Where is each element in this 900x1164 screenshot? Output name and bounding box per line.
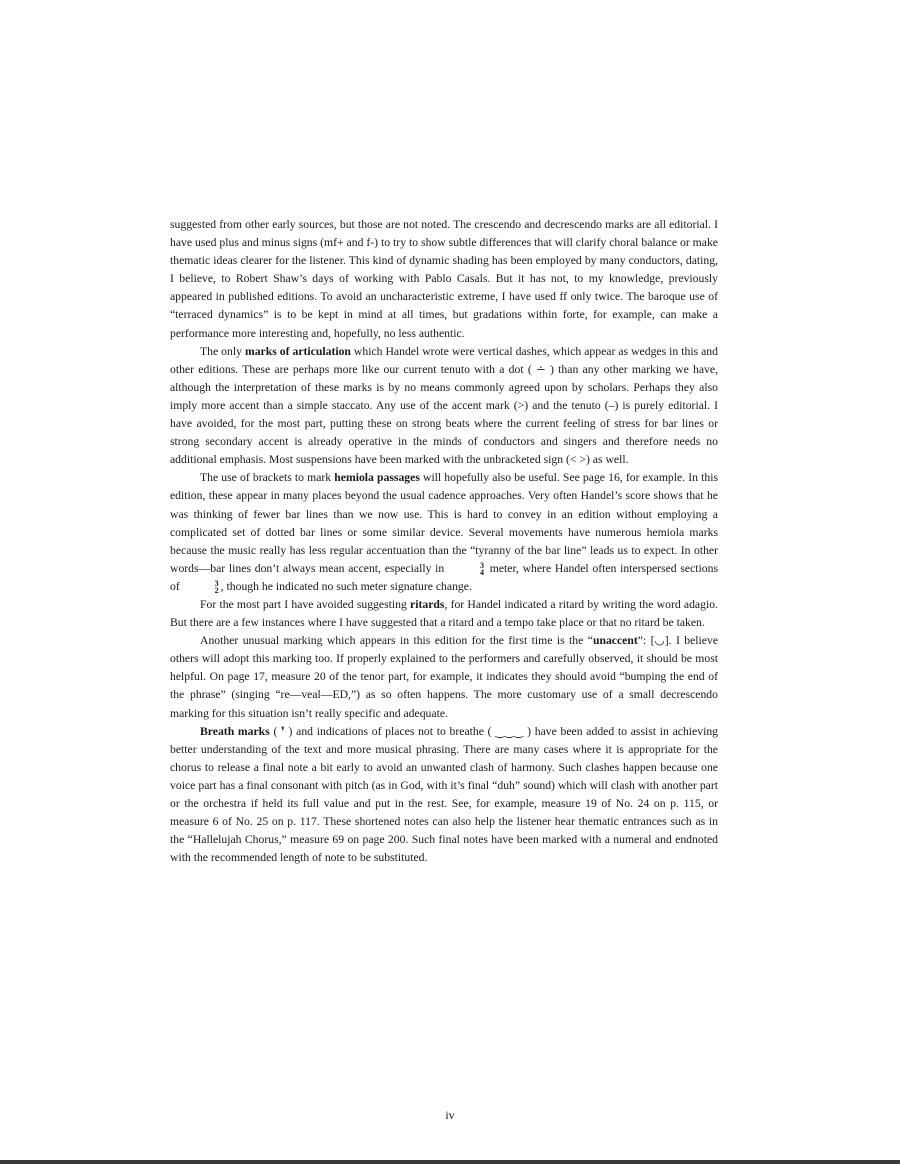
paragraph-text: , though he indicated no such meter signature change. [220, 579, 472, 593]
paragraph-hemiola [170, 469, 718, 596]
paragraph-breath-marks [170, 723, 718, 868]
paragraph-text: For the most part I have avoided suggesting [200, 597, 411, 611]
paragraph-unaccent [170, 632, 718, 722]
term-ritards: ritards [410, 597, 445, 611]
meter-signature-3-4: 3 4 [480, 561, 485, 578]
paragraph-text: ”: [◡]. I believe others will adopt this marking too. If properly explained to the performers and carefully observed, it should be most helpful. On page 17, measure 20 of the tenor part, for example, it indicates they should avoid “bumping the end of the phrase” (singing “re—veal—ED,”) as so often happens. The more customary use of a small decrescendo marking for this situation isn’t really specific and adequate. [170, 634, 719, 720]
paragraph-ritards [170, 596, 718, 632]
paragraph-text: Another unusual marking which appears in this edition for the first time is the “ [200, 634, 593, 648]
paragraph-text: The use of brackets to mark [200, 471, 335, 485]
body-text [170, 216, 718, 867]
term-breath-marks: Breath marks [200, 724, 270, 738]
paragraph-dynamics: suggested from other early sources, but those are not noted. The crescendo and decrescendo marks are all editorial. I have used plus and minus signs (mf+ and f-) to try to show subtle differences that will clarify choral balance or make thematic ideas clearer for the listener. This kind of dynamic shading has been employed by many conductors, dating, I believe, to Robert Shaw’s days of working with Pablo Casals. But it has not, to my knowledge, previously appeared in published editions. To avoid an uncharacteristic extreme, I have used ff only twice. The baroque use of “terraced dynamics” is to be kept in mind at all times, but gradations within forte, for example, can make a performance more interesting and, hopefully, no less authentic. [170, 218, 718, 340]
paragraph-text: meter, where Handel often interspersed sections of [170, 561, 719, 593]
page-bottom-edge [0, 1160, 900, 1164]
paragraph-text: which Handel wrote were vertical dashes, which appear as wedges in this and other editions. These are perhaps more like our current tenuto with a dot ( ∸ ) than any other marking we have, although the interpretation of these marks is by no means commonly agreed upon by scholars. Perhaps they also imply more accent than a simple staccato. Any use of the accent mark (>) and the tenuto (–) is purely editorial. I have avoided, for the most part, putting these on strong beats where the current feeling of stress for bar lines or strong secondary accent is already operative in the minds of conductors and singers and therefore needs no additional emphasis. Most suspensions have been marked with the unbracketed sign (< >) as well. [170, 344, 718, 467]
term-unaccent: unaccent [592, 634, 638, 648]
paragraph-articulation [170, 343, 718, 470]
paragraph-text: will hopefully also be useful. See page 16, for example. In this edition, these appear in many places beyond the usual cadence approaches. Very often Handel’s score shows that he was thinking of fewer bar lines than we now use. This is hard to convey in an edition without employing a complicated set of dotted bar lines or some similar device. Several movements have numerous hemiola marks because the music really has less regular accentuation than the “tyranny of the bar line” leads us to expect. In other words—bar lines don’t always mean accent, especially in [170, 471, 718, 575]
paragraph-text: , for Handel indicated a ritard by writing the word adagio. But there are a few instances where I have suggested that a ritard and a tempo take place or that no ritard be taken. [170, 597, 718, 630]
page-number: iv [445, 1108, 455, 1122]
meter-signature-3-2: 3 2 [214, 579, 219, 596]
term-hemiola-passages: hemiola passages [334, 471, 420, 485]
term-marks-of-articulation: marks of articulation [244, 344, 351, 358]
paragraph-text: ( ❜ ) and indications of places not to breathe ( ‿‿‿ ) have been added to assist in achieving better understanding of the text and more musical phrasing. There are many cases where it is appropriate for the chorus to release a final note a bit early to avoid an unwanted clash of harmony. Such clashes happen because one voice part has a final consonant with pitch (as in God, with it’s final “duh” sound) which will clash with another part or the orchestra if held its full value and put in the rest. See, for example, measure 19 of No. 24 on p. 115, or measure 6 of No. 25 on p. 117. These shortened notes can also help the listener hear thematic entrances such as in the “Hallelujah Chorus,” measure 69 on page 200. Such final notes have been marked with a numeral and endnoted with the recommended length of note to be substituted. [170, 724, 719, 865]
paragraph-text: The only [200, 344, 245, 358]
